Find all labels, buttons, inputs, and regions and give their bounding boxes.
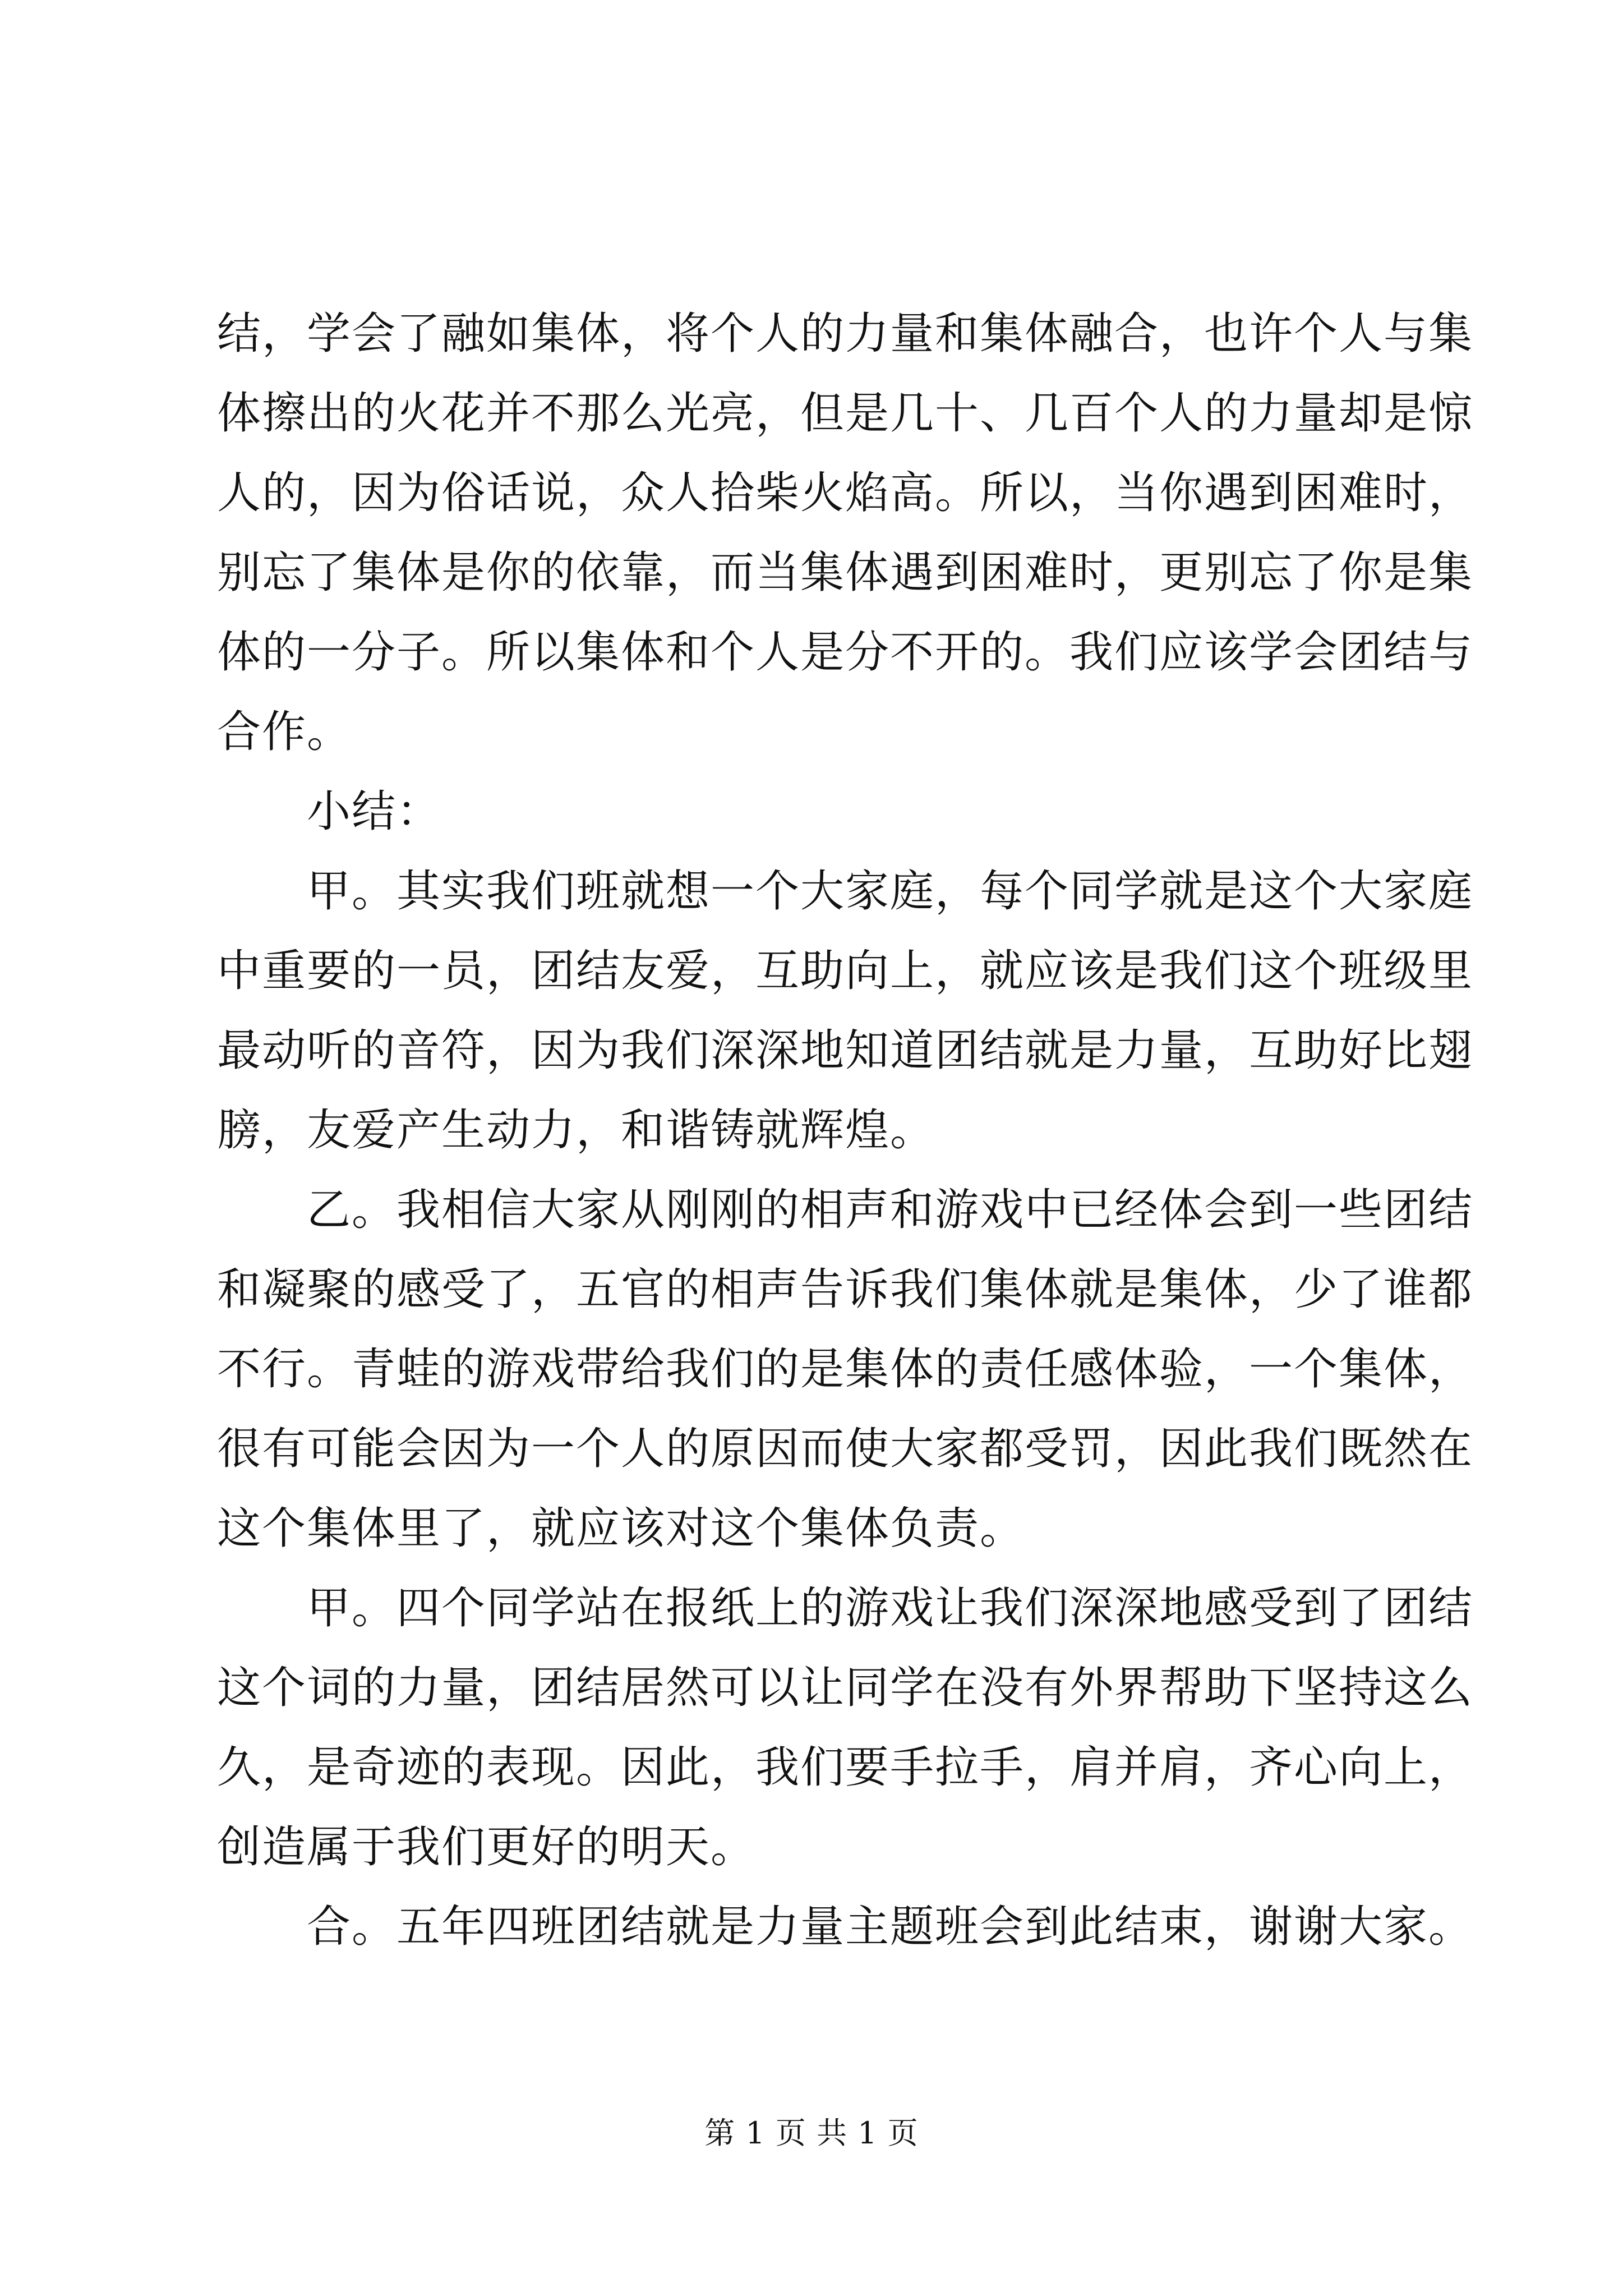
- paragraph-line-18: 这个词的力量，团结居然可以让同学在没有外界帮助下坚持这么: [217, 1663, 1474, 1713]
- body-text: [217, 294, 1474, 1967]
- paragraph-line-12: 乙。我相信大家从刚刚的相声和游戏中已经体会到一些团结: [217, 1185, 1474, 1235]
- paragraph-line-21: 合。五年四班团结就是力量主题班会到此结束，谢谢大家。: [217, 1902, 1474, 1952]
- paragraph-line-9: 中重要的一员，团结友爱，互助向上，就应该是我们这个班级里: [217, 946, 1474, 996]
- paragraph-line-17: 甲。四个同学站在报纸上的游戏让我们深深地感受到了团结: [217, 1583, 1474, 1634]
- paragraph-line-6: 合作。: [217, 707, 352, 757]
- paragraph-line-20: 创造属于我们更好的明天。: [217, 1822, 756, 1872]
- paragraph-line-16: 这个集体里了，就应该对这个集体负责。: [217, 1503, 1025, 1554]
- section-heading-summary: 小结：: [217, 786, 442, 837]
- paragraph-line-8: 甲。其实我们班就想一个大家庭，每个同学就是这个大家庭: [217, 866, 1474, 917]
- paragraph-line-1: 结，学会了融如集体，将个人的力量和集体融合，也许个人与集: [217, 309, 1474, 359]
- paragraph-line-3: 人的，因为俗话说，众人拾柴火焰高。所以，当你遇到困难时，: [217, 468, 1474, 518]
- paragraph-line-14: 不行。青蛙的游戏带给我们的是集体的责任感体验，一个集体，: [217, 1344, 1474, 1395]
- paragraph-line-10: 最动听的音符，因为我们深深地知道团结就是力量，互助好比翅: [217, 1025, 1474, 1076]
- paragraph-line-11: 膀，友爱产生动力，和谐铸就辉煌。: [217, 1105, 935, 1156]
- paragraph-line-13: 和凝聚的感受了，五官的相声告诉我们集体就是集体，少了谁都: [217, 1264, 1474, 1315]
- paragraph-line-4: 别忘了集体是你的依靠，而当集体遇到困难时，更别忘了你是集: [217, 547, 1474, 598]
- paragraph-line-2: 体擦出的火花并不那么光亮，但是几十、几百个人的力量却是惊: [217, 388, 1474, 439]
- paragraph-line-15: 很有可能会因为一个人的原因而使大家都受罚，因此我们既然在: [217, 1424, 1474, 1474]
- paragraph-line-19: 久，是奇迹的表现。因此，我们要手拉手，肩并肩，齐心向上，: [217, 1742, 1474, 1793]
- paragraph-line-5: 体的一分子。所以集体和个人是分不开的。我们应该学会团结与: [217, 627, 1474, 678]
- page-number-footer: 第 1 页 共 1 页: [704, 2115, 919, 2151]
